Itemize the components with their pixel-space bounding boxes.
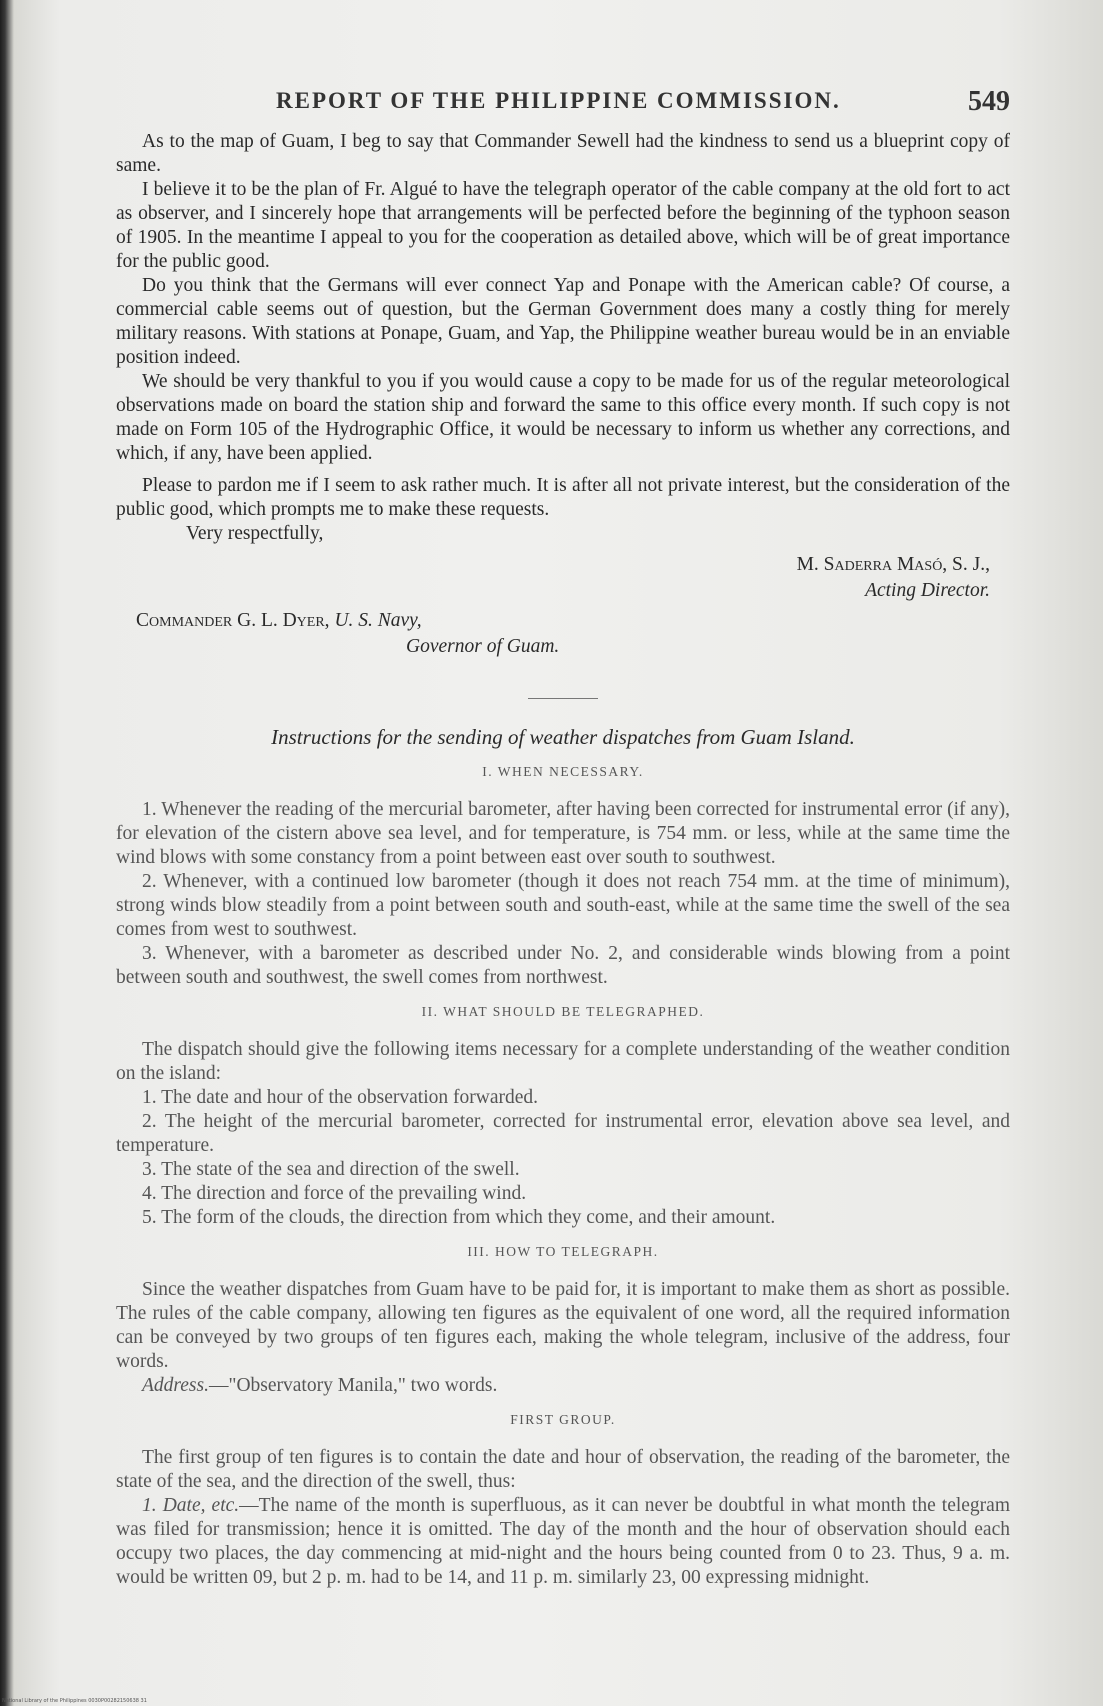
first-group-intro: The first group of ten figures is to contain the date and hour of observation, the reading of the barometer, the state of the sea, and the direction of the swell, thus: bbox=[116, 1447, 1010, 1492]
when-necessary-item-3: 3. Whenever, with a barometer as described under No. 2, and considerable winds blowing from a point between south and southwest, the swell comes from northwest. bbox=[116, 943, 1010, 988]
what-telegraphed-item-3: 3. The state of the sea and direction of the swell. bbox=[142, 1159, 520, 1180]
addressee-block bbox=[136, 608, 1010, 660]
instructions-title: Instructions for the sending of weather dispatches from Guam Island. bbox=[271, 725, 855, 749]
letter-paragraph-3: Do you think that the Germans will ever connect Yap and Ponape with the American cable? Of course, a commercial cable seems out of question, but the German Government does many a costly thing for merely military reasons. With stations at Ponape, Guam, and Yap, the Philippine weather bureau would be in an enviable position indeed. bbox=[116, 275, 1010, 368]
date-text: —The name of the month is superfluous, as it can never be doubtful in what month the telegram was filed for transmission; hence it is omitted. The day of the month and the hour of observation should each occupy two places, the day commencing at mid-night and the hours being counted from 0 to 23. Thus, 9 a. m. would be written 09, but 2 p. m. had to be 14, and 11 p. m. similarly 23, 00 expressing midnight. bbox=[116, 1495, 1011, 1588]
page-header bbox=[116, 88, 1010, 130]
addressee-name: Commander G. L. Dyer, bbox=[136, 610, 330, 631]
what-telegraphed-item-1: 1. The date and hour of the observation forwarded. bbox=[142, 1087, 539, 1108]
instructions-section bbox=[116, 725, 1010, 1590]
signature-name: M. Saderra Masó, S. J., bbox=[796, 554, 990, 575]
letter-paragraph-2: I believe it to be the plan of Fr. Algué to have the telegraph operator of the cable company at the old fort to act as observer, and I sincerely hope that arrangements will be perfected before the beginning of the typhoon season of 1905. In the meantime I appeal to you for the cooperation as detailed above, which will be of great importance for the public good. bbox=[116, 179, 1010, 272]
address-text: —"Observatory Manila," two words. bbox=[208, 1375, 498, 1396]
signature-block bbox=[116, 552, 1010, 604]
signature-title: Acting Director. bbox=[865, 580, 990, 601]
scan-footer-label: National Library of the Philippines 0030P00282150638 31 bbox=[2, 1698, 147, 1704]
what-telegraphed-item-2: 2. The height of the mercurial barometer, corrected for instrumental error, elevation above sea level, and temperature. bbox=[116, 1111, 1010, 1156]
letter-closing: Very respectfully, bbox=[186, 523, 324, 544]
date-label: 1. Date, etc. bbox=[142, 1495, 240, 1516]
section-divider bbox=[528, 698, 598, 699]
what-telegraphed-item-4: 4. The direction and force of the prevailing wind. bbox=[142, 1183, 527, 1204]
addressee-line bbox=[136, 608, 1010, 634]
page-number: 549 bbox=[968, 86, 1010, 117]
running-head: REPORT OF THE PHILIPPINE COMMISSION. bbox=[276, 88, 841, 113]
addressee-service: U. S. Navy, bbox=[334, 610, 422, 631]
address-paragraph bbox=[116, 1374, 1010, 1398]
first-group-date-paragraph bbox=[116, 1494, 1010, 1590]
address-label: Address. bbox=[142, 1375, 209, 1396]
page-content bbox=[116, 88, 1010, 1590]
how-telegraph-paragraph: Since the weather dispatches from Guam have to be paid for, it is important to make them as short as possible. The rules of the cable company, allowing ten figures as the equivalent of one word, all the required information can be conveyed by two groups of ten figures each, making the whole telegram, inclusive of the address, four words. bbox=[116, 1279, 1010, 1372]
letter-paragraph-5: Please to pardon me if I seem to ask rather much. It is after all not private interest, but the consideration of the public good, which prompts me to make these requests. bbox=[116, 475, 1010, 520]
when-necessary-item-2: 2. Whenever, with a continued low barometer (though it does not reach 754 mm. at the time of minimum), strong winds blow steadily from a point between south and south-east, while at the same time the swell of the sea comes from west to southwest. bbox=[116, 871, 1010, 940]
what-telegraphed-intro: The dispatch should give the following items necessary for a complete understanding of the weather condition on the island: bbox=[116, 1039, 1010, 1084]
what-telegraphed-item-5: 5. The form of the clouds, the direction from which they come, and their amount. bbox=[142, 1207, 776, 1228]
heading-when-necessary: I. WHEN NECESSARY. bbox=[482, 764, 644, 779]
addressee-office: Governor of Guam. bbox=[406, 636, 560, 657]
heading-what-telegraphed: II. WHAT SHOULD BE TELEGRAPHED. bbox=[421, 1004, 705, 1019]
heading-first-group: FIRST GROUP. bbox=[510, 1412, 616, 1427]
when-necessary-item-1: 1. Whenever the reading of the mercurial barometer, after having been corrected for instrumental error (if any), for elevation of the cistern above sea level, and for temperature, is 754 mm. or less, while at the same time the wind blows with some constancy from a point between east over south to southwest. bbox=[116, 799, 1010, 868]
letter-paragraph-1: As to the map of Guam, I beg to say that Commander Sewell had the kindness to send us a blueprint copy of same. bbox=[116, 131, 1010, 176]
heading-how-telegraph: III. HOW TO TELEGRAPH. bbox=[467, 1244, 659, 1259]
letter-paragraph-4: We should be very thankful to you if you would cause a copy to be made for us of the regular meteorological observations made on board the station ship and forward the same to this office every month. If such copy is not made on Form 105 of the Hydrographic Office, it would be necessary to inform us whether any corrections, and which, if any, have been applied. bbox=[116, 371, 1010, 464]
